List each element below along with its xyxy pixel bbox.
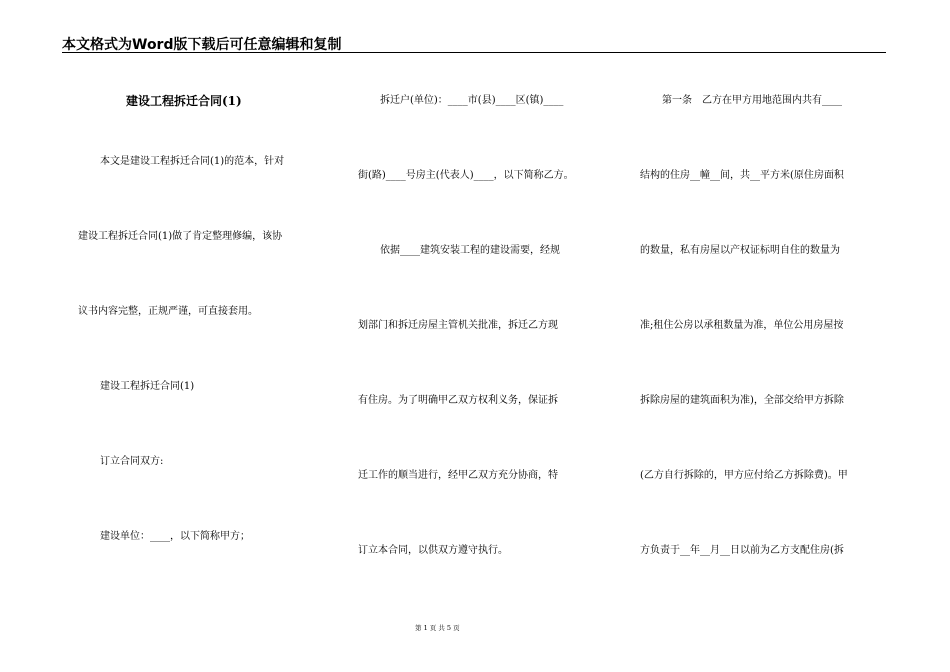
page-footer: 第 1 页 共 5 页 (415, 624, 460, 632)
col1-line-2: 建设工程拆迁合同(1)做了肯定整理修编，该协 (78, 231, 283, 242)
col2-line-6: 迁工作的顺当进行，经甲乙双方充分协商，特 (358, 470, 558, 481)
header-divider (62, 52, 886, 53)
col3-line-3: 的数量，私有房屋以产权证标明自住的数量为 (640, 245, 840, 256)
col2-line-3: 依据____建筑安装工程的建设需要，经规 (380, 245, 560, 256)
col3-line-1: 第一条 乙方在甲方用地范围内共有____ (662, 95, 842, 106)
col3-line-7: 方负责于__年__月__日以前为乙方支配住房(拆 (640, 545, 844, 556)
col1-line-5: 订立合同双方: (100, 456, 164, 467)
col1-line-4: 建设工程拆迁合同(1) (100, 381, 195, 392)
header-title: 本文格式为Word版下载后可任意编辑和复制 (62, 37, 342, 53)
col1-line-3: 议书内容完整，正规严谨，可直接套用。 (78, 306, 258, 317)
col2-line-4: 划部门和拆迁房屋主管机关批准，拆迁乙方现 (358, 320, 558, 331)
col3-line-4: 准;租住公房以承租数量为准，单位公用房屋按 (640, 320, 844, 331)
col1-line-6: 建设单位：____，以下简称甲方； (100, 531, 250, 542)
col2-line-1: 拆迁户(单位)：____市(县)____区(镇)____ (380, 95, 564, 106)
col3-line-6: (乙方自行拆除的，甲方应付给乙方拆除费)。甲 (640, 470, 848, 481)
col3-line-5: 拆除房屋的建筑面积为准)，全部交给甲方拆除 (640, 395, 844, 406)
document-title: 建设工程拆迁合同(1) (126, 94, 242, 108)
col1-line-1: 本文是建设工程拆迁合同(1)的范本，针对 (100, 156, 285, 167)
col2-line-2: 街(路)____号房主(代表人)____，以下简称乙方。 (358, 170, 574, 181)
col2-line-7: 订立本合同，以供双方遵守执行。 (358, 545, 508, 556)
col3-line-2: 结构的住房__幢__间，共__平方米(原住房面积 (640, 170, 844, 181)
col2-line-5: 有住房。为了明确甲乙双方权利义务，保证拆 (358, 395, 558, 406)
